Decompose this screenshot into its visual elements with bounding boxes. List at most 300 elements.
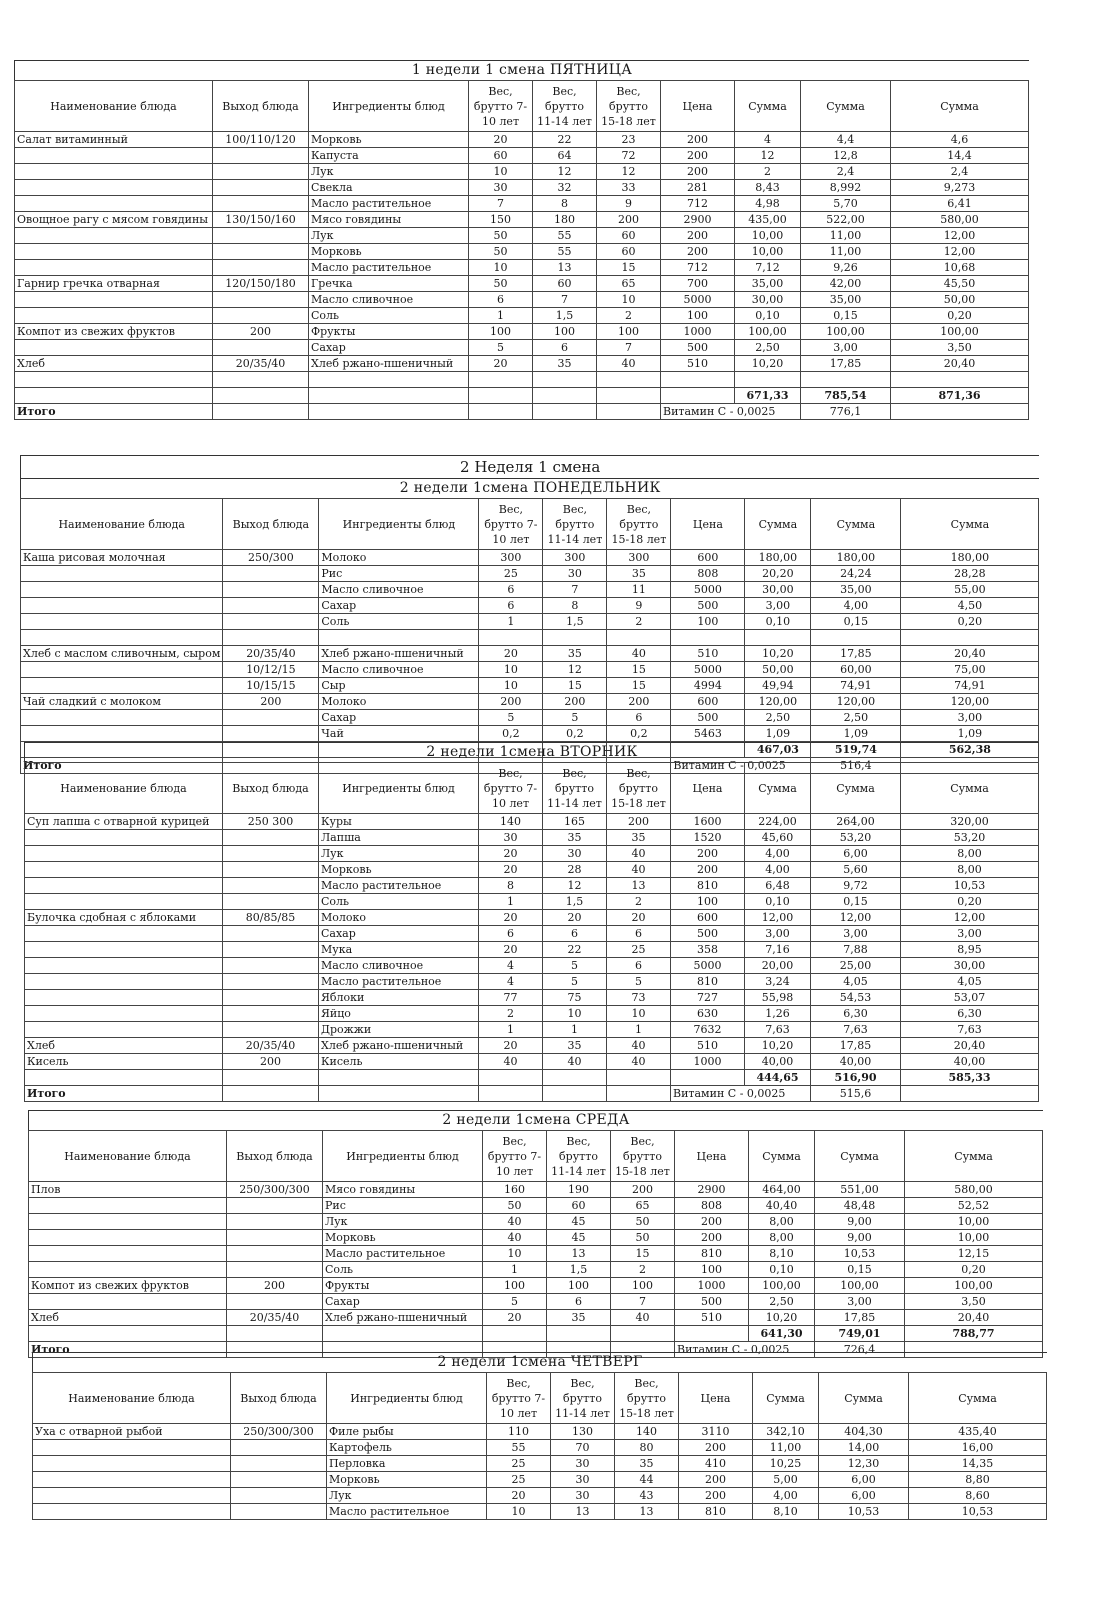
- sum-7-10-cell: 7,12: [735, 260, 801, 276]
- sum-15-18-cell: 12,00: [891, 228, 1029, 244]
- yield-cell: [213, 260, 309, 276]
- yield-cell: 250/300/300: [227, 1182, 323, 1198]
- ingredient-cell: Лук: [309, 228, 469, 244]
- ingredient-cell: Лук: [323, 1214, 483, 1230]
- header-cell-w3: Вес, брутто 15-18 лет: [615, 1373, 679, 1424]
- price-cell: 4994: [671, 678, 745, 694]
- dish-name-cell: [25, 830, 223, 846]
- yield-cell: [223, 710, 319, 726]
- price-cell: 808: [675, 1198, 749, 1214]
- sum-15-18-cell: 75,00: [901, 662, 1039, 678]
- weight-11-14-cell: 100: [547, 1278, 611, 1294]
- weight-11-14-cell: 22: [543, 942, 607, 958]
- price-cell: 510: [671, 1038, 745, 1054]
- header-cell-sum2: Сумма: [815, 1131, 905, 1182]
- weight-15-18-cell: 40: [607, 646, 671, 662]
- table-row: [15, 212, 1029, 228]
- price-cell: [661, 372, 735, 388]
- header-cell-yield: Выход блюда: [223, 763, 319, 814]
- weight-11-14-cell: 20: [543, 910, 607, 926]
- sum-11-14-cell: 53,20: [811, 830, 901, 846]
- sum-7-10-cell: 2,50: [735, 340, 801, 356]
- weight-15-18-cell: 2: [611, 1262, 675, 1278]
- totals-row: [15, 388, 1029, 404]
- price-cell: 200: [675, 1230, 749, 1246]
- header-cell-sum3: Сумма: [909, 1373, 1047, 1424]
- menu-section: [24, 742, 1039, 1102]
- sum-11-14-cell: 60,00: [811, 662, 901, 678]
- sum-11-14-cell: 0,15: [815, 1262, 905, 1278]
- table-row: [21, 646, 1039, 662]
- ingredient-cell: Масло сливочное: [319, 662, 479, 678]
- yield-cell: [213, 228, 309, 244]
- weight-15-18-cell: 7: [611, 1294, 675, 1310]
- weight-7-10-cell: 5: [483, 1294, 547, 1310]
- weight-7-10-cell: 20: [479, 942, 543, 958]
- sum-7-10-cell: 4,98: [735, 196, 801, 212]
- weight-15-18-cell: 80: [615, 1440, 679, 1456]
- sum-15-18-cell: 0,20: [901, 894, 1039, 910]
- weight-15-18-cell: 6: [607, 926, 671, 942]
- total-label: Итого: [25, 1086, 223, 1102]
- table-row: [33, 1456, 1047, 1472]
- header-cell-w2: Вес, брутто 11-14 лет: [543, 499, 607, 550]
- sum-15-18-cell: 100,00: [905, 1278, 1043, 1294]
- total-sum-cell: 641,30: [749, 1326, 815, 1342]
- table-row: [33, 1488, 1047, 1504]
- weight-7-10-cell: 10: [469, 260, 533, 276]
- yield-cell: [227, 1294, 323, 1310]
- ingredient-cell: Молоко: [319, 694, 479, 710]
- table-row: [21, 630, 1039, 646]
- weight-11-14-cell: 7: [543, 582, 607, 598]
- price-cell: 200: [661, 228, 735, 244]
- week-title: 2 Неделя 1 смена: [20, 455, 1039, 478]
- sum-15-18-cell: 50,00: [891, 292, 1029, 308]
- sum-7-10-cell: 12,00: [745, 910, 811, 926]
- yield-cell: [213, 308, 309, 324]
- price-cell: 500: [675, 1294, 749, 1310]
- price-cell: 630: [671, 1006, 745, 1022]
- ingredient-cell: Масло сливочное: [319, 958, 479, 974]
- weight-15-18-cell: 15: [607, 678, 671, 694]
- header-cell-sum1: Сумма: [735, 81, 801, 132]
- price-cell: 200: [679, 1488, 753, 1504]
- yield-cell: [227, 1246, 323, 1262]
- ingredient-cell: Чай: [319, 726, 479, 742]
- sum-15-18-cell: 12,00: [901, 910, 1039, 926]
- weight-7-10-cell: 2: [479, 1006, 543, 1022]
- weight-15-18-cell: 0,2: [607, 726, 671, 742]
- table-row: [21, 726, 1039, 742]
- yield-cell: [227, 1230, 323, 1246]
- sum-11-14-cell: 40,00: [811, 1054, 901, 1070]
- weight-7-10-cell: 60: [469, 148, 533, 164]
- table-row: [25, 1054, 1039, 1070]
- price-cell: 5000: [661, 292, 735, 308]
- price-cell: 410: [679, 1456, 753, 1472]
- weight-7-10-cell: 4: [479, 958, 543, 974]
- sum-15-18-cell: 320,00: [901, 814, 1039, 830]
- dish-name-cell: Хлеб с маслом сливочным, сыром: [21, 646, 223, 662]
- sum-15-18-cell: 12,15: [905, 1246, 1043, 1262]
- weight-7-10-cell: 6: [479, 598, 543, 614]
- dish-name-cell: [15, 148, 213, 164]
- weight-7-10-cell: 5: [479, 710, 543, 726]
- sum-15-18-cell: 435,40: [909, 1424, 1047, 1440]
- dish-name-cell: [21, 630, 223, 646]
- ingredient-cell: Кисель: [319, 1054, 479, 1070]
- ingredient-cell: Хлеб ржано-пшеничный: [319, 646, 479, 662]
- yield-cell: [223, 566, 319, 582]
- weight-7-10-cell: 6: [479, 582, 543, 598]
- dish-name-cell: [29, 1262, 227, 1278]
- header-cell-sum2: Сумма: [811, 499, 901, 550]
- sum-15-18-cell: 30,00: [901, 958, 1039, 974]
- weight-11-14-cell: 30: [551, 1472, 615, 1488]
- sum-15-18-cell: 20,40: [905, 1310, 1043, 1326]
- sum-15-18-cell: 8,80: [909, 1472, 1047, 1488]
- weight-15-18-cell: 40: [611, 1310, 675, 1326]
- dish-name-cell: [25, 894, 223, 910]
- header-cell-w2: Вес, брутто 11-14 лет: [547, 1131, 611, 1182]
- price-cell: 712: [661, 260, 735, 276]
- weight-11-14-cell: 45: [547, 1214, 611, 1230]
- weight-11-14-cell: 40: [543, 1054, 607, 1070]
- ingredient-cell: Соль: [309, 308, 469, 324]
- yield-cell: 200: [213, 324, 309, 340]
- yield-cell: [223, 846, 319, 862]
- dish-name-cell: [25, 878, 223, 894]
- dish-name-cell: Уха с отварной рыбой: [33, 1424, 231, 1440]
- sum-7-10-cell: 8,00: [749, 1230, 815, 1246]
- weight-15-18-cell: 40: [607, 1038, 671, 1054]
- sum-15-18-cell: 53,07: [901, 990, 1039, 1006]
- empty-cell: [309, 404, 469, 420]
- price-cell: 100: [671, 894, 745, 910]
- table-row: [21, 662, 1039, 678]
- ingredient-cell: Мясо говядины: [309, 212, 469, 228]
- header-cell-w1: Вес, брутто 7-10 лет: [479, 499, 543, 550]
- weight-15-18-cell: 40: [597, 356, 661, 372]
- weight-7-10-cell: 150: [469, 212, 533, 228]
- weight-15-18-cell: 1: [607, 1022, 671, 1038]
- price-cell: 1000: [661, 324, 735, 340]
- weight-11-14-cell: 35: [547, 1310, 611, 1326]
- sum-7-10-cell: 20,00: [745, 958, 811, 974]
- sum-15-18-cell: 6,30: [901, 1006, 1039, 1022]
- header-cell-price: Цена: [671, 499, 745, 550]
- empty-cell: [661, 388, 735, 404]
- price-cell: 281: [661, 180, 735, 196]
- dish-name-cell: [15, 164, 213, 180]
- sum-11-14-cell: 2,4: [801, 164, 891, 180]
- sum-7-10-cell: 342,10: [753, 1424, 819, 1440]
- yield-cell: [223, 942, 319, 958]
- vitamin-value: 516,4: [811, 758, 901, 774]
- yield-cell: [231, 1472, 327, 1488]
- weight-11-14-cell: 180: [533, 212, 597, 228]
- weight-15-18-cell: 13: [615, 1504, 679, 1520]
- ingredient-cell: Масло растительное: [319, 974, 479, 990]
- header-cell-yield: Выход блюда: [223, 499, 319, 550]
- weight-11-14-cell: 13: [547, 1246, 611, 1262]
- yield-cell: 200: [223, 1054, 319, 1070]
- ingredient-cell: Рис: [323, 1198, 483, 1214]
- menu-section: [28, 1110, 1043, 1358]
- sum-11-14-cell: 48,48: [815, 1198, 905, 1214]
- table-row: [15, 228, 1029, 244]
- header-cell-yield: Выход блюда: [231, 1373, 327, 1424]
- ingredient-cell: [319, 630, 479, 646]
- dish-name-cell: Суп лапша с отварной курицей: [25, 814, 223, 830]
- yield-cell: [231, 1456, 327, 1472]
- weight-7-10-cell: 140: [479, 814, 543, 830]
- weight-15-18-cell: 60: [597, 244, 661, 260]
- empty-cell: [213, 404, 309, 420]
- price-cell: 2900: [675, 1182, 749, 1198]
- price-cell: 510: [661, 356, 735, 372]
- dish-name-cell: [15, 308, 213, 324]
- table-row: [29, 1182, 1043, 1198]
- sum-11-14-cell: 1,09: [811, 726, 901, 742]
- weight-11-14-cell: 6: [547, 1294, 611, 1310]
- total-sum-cell: 562,38: [901, 742, 1039, 758]
- sum-11-14-cell: 54,53: [811, 990, 901, 1006]
- price-cell: 510: [671, 646, 745, 662]
- empty-cell: [533, 388, 597, 404]
- empty-cell: [29, 1326, 227, 1342]
- yield-cell: 20/35/40: [223, 646, 319, 662]
- ingredient-cell: Сахар: [319, 926, 479, 942]
- price-cell: 3110: [679, 1424, 753, 1440]
- total-label: Итого: [21, 758, 223, 774]
- weight-7-10-cell: 10: [469, 164, 533, 180]
- dish-name-cell: [25, 846, 223, 862]
- yield-cell: [213, 244, 309, 260]
- price-cell: 500: [671, 598, 745, 614]
- ingredient-cell: Лук: [327, 1488, 487, 1504]
- sum-11-14-cell: 0,15: [811, 614, 901, 630]
- table-row: [33, 1472, 1047, 1488]
- weight-15-18-cell: 300: [607, 550, 671, 566]
- table-row: [15, 292, 1029, 308]
- weight-7-10-cell: 20: [487, 1488, 551, 1504]
- sum-7-10-cell: 4,00: [745, 862, 811, 878]
- table-row: [15, 276, 1029, 292]
- sum-15-18-cell: 55,00: [901, 582, 1039, 598]
- weight-15-18-cell: 73: [607, 990, 671, 1006]
- sum-7-10-cell: 40,00: [745, 1054, 811, 1070]
- header-row: [33, 1373, 1047, 1424]
- ingredient-cell: Филе рыбы: [327, 1424, 487, 1440]
- header-cell-w1: Вес, брутто 7-10 лет: [469, 81, 533, 132]
- sum-15-18-cell: 9,273: [891, 180, 1029, 196]
- weight-7-10-cell: 20: [483, 1310, 547, 1326]
- sum-11-14-cell: 17,85: [815, 1310, 905, 1326]
- sum-11-14-cell: 180,00: [811, 550, 901, 566]
- table-row: [15, 260, 1029, 276]
- weight-15-18-cell: 23: [597, 132, 661, 148]
- sum-11-14-cell: 4,00: [811, 598, 901, 614]
- sum-11-14-cell: 6,00: [819, 1488, 909, 1504]
- dish-name-cell: [21, 726, 223, 742]
- dish-name-cell: [29, 1198, 227, 1214]
- yield-cell: 20/35/40: [227, 1310, 323, 1326]
- price-cell: 200: [679, 1440, 753, 1456]
- header-row: [15, 81, 1029, 132]
- empty-cell: [319, 1086, 479, 1102]
- header-cell-yield: Выход блюда: [227, 1131, 323, 1182]
- yield-cell: [231, 1440, 327, 1456]
- weight-7-10-cell: 20: [479, 646, 543, 662]
- header-cell-sum1: Сумма: [749, 1131, 815, 1182]
- sum-11-14-cell: 100,00: [815, 1278, 905, 1294]
- sum-11-14-cell: 7,63: [811, 1022, 901, 1038]
- table-row: [15, 356, 1029, 372]
- weight-15-18-cell: 15: [611, 1246, 675, 1262]
- sum-11-14-cell: 6,00: [819, 1472, 909, 1488]
- table-row: [25, 846, 1039, 862]
- sum-7-10-cell: 49,94: [745, 678, 811, 694]
- sum-7-10-cell: 11,00: [753, 1440, 819, 1456]
- table-row: [25, 942, 1039, 958]
- sum-15-18-cell: 3,50: [905, 1294, 1043, 1310]
- empty-cell: [607, 1086, 671, 1102]
- empty-cell: [15, 388, 213, 404]
- weight-7-10-cell: 25: [487, 1472, 551, 1488]
- sum-7-10-cell: 4: [735, 132, 801, 148]
- sum-7-10-cell: 3,00: [745, 926, 811, 942]
- weight-15-18-cell: 35: [607, 566, 671, 582]
- weight-15-18-cell: 6: [607, 710, 671, 726]
- header-cell-price: Цена: [661, 81, 735, 132]
- weight-7-10-cell: 20: [479, 1038, 543, 1054]
- sum-7-10-cell: 8,00: [749, 1214, 815, 1230]
- table-row: [33, 1424, 1047, 1440]
- table-row: [25, 990, 1039, 1006]
- price-cell: 1000: [671, 1054, 745, 1070]
- table-row: [15, 244, 1029, 260]
- weight-11-14-cell: 22: [533, 132, 597, 148]
- sum-11-14-cell: 9,00: [815, 1214, 905, 1230]
- header-cell-price: Цена: [675, 1131, 749, 1182]
- dish-name-cell: [25, 958, 223, 974]
- yield-cell: [223, 582, 319, 598]
- yield-cell: 200: [227, 1278, 323, 1294]
- header-cell-ing: Ингредиенты блюд: [323, 1131, 483, 1182]
- dish-name-cell: [21, 710, 223, 726]
- yield-cell: 20/35/40: [213, 356, 309, 372]
- weight-11-14-cell: 13: [533, 260, 597, 276]
- sum-15-18-cell: 3,00: [901, 710, 1039, 726]
- table-row: [25, 926, 1039, 942]
- sum-11-14-cell: 42,00: [801, 276, 891, 292]
- empty-cell: [901, 1086, 1039, 1102]
- section-title: 2 недели 1смена ПОНЕДЕЛЬНИК: [20, 478, 1039, 498]
- vitamin-row: [15, 404, 1029, 420]
- weight-15-18-cell: 65: [597, 276, 661, 292]
- table-row: [15, 180, 1029, 196]
- sum-7-10-cell: 2,50: [749, 1294, 815, 1310]
- dish-name-cell: [25, 1006, 223, 1022]
- sum-15-18-cell: 580,00: [891, 212, 1029, 228]
- sum-15-18-cell: 0,20: [891, 308, 1029, 324]
- ingredient-cell: Масло растительное: [327, 1504, 487, 1520]
- sum-7-10-cell: 10,20: [735, 356, 801, 372]
- sum-11-14-cell: 17,85: [801, 356, 891, 372]
- sum-15-18-cell: 100,00: [891, 324, 1029, 340]
- sum-11-14-cell: 0,15: [801, 308, 891, 324]
- price-cell: 5463: [671, 726, 745, 742]
- empty-cell: [319, 1070, 479, 1086]
- table-row: [21, 678, 1039, 694]
- dish-name-cell: [33, 1504, 231, 1520]
- sum-11-14-cell: 3,00: [815, 1294, 905, 1310]
- dish-name-cell: Хлеб: [15, 356, 213, 372]
- weight-15-18-cell: 15: [607, 662, 671, 678]
- price-cell: 1000: [675, 1278, 749, 1294]
- header-row: [25, 763, 1039, 814]
- weight-15-18-cell: 20: [607, 910, 671, 926]
- table-row: [29, 1294, 1043, 1310]
- weight-11-14-cell: 165: [543, 814, 607, 830]
- sum-15-18-cell: 8,60: [909, 1488, 1047, 1504]
- header-cell-yield: Выход блюда: [213, 81, 309, 132]
- empty-cell: [323, 1326, 483, 1342]
- dish-name-cell: [15, 244, 213, 260]
- weight-11-14-cell: 5: [543, 974, 607, 990]
- table-row: [25, 862, 1039, 878]
- weight-11-14-cell: [543, 630, 607, 646]
- weight-15-18-cell: 25: [607, 942, 671, 958]
- sum-15-18-cell: 7,63: [901, 1022, 1039, 1038]
- dish-name-cell: Гарнир гречка отварная: [15, 276, 213, 292]
- yield-cell: [223, 598, 319, 614]
- ingredient-cell: Куры: [319, 814, 479, 830]
- price-cell: 200: [661, 164, 735, 180]
- yield-cell: [223, 878, 319, 894]
- weight-11-14-cell: 35: [543, 1038, 607, 1054]
- header-cell-ing: Ингредиенты блюд: [319, 499, 479, 550]
- sum-15-18-cell: 3,50: [891, 340, 1029, 356]
- price-cell: 600: [671, 550, 745, 566]
- weight-15-18-cell: 9: [607, 598, 671, 614]
- sum-7-10-cell: 45,60: [745, 830, 811, 846]
- total-sum-cell: 585,33: [901, 1070, 1039, 1086]
- dish-name-cell: [15, 292, 213, 308]
- sum-7-10-cell: 30,00: [745, 582, 811, 598]
- empty-cell: [309, 388, 469, 404]
- sum-7-10-cell: 55,98: [745, 990, 811, 1006]
- sum-11-14-cell: 3,00: [801, 340, 891, 356]
- dish-name-cell: Овощное рагу с мясом говядины: [15, 212, 213, 228]
- price-cell: 1600: [671, 814, 745, 830]
- weight-7-10-cell: 100: [469, 324, 533, 340]
- sum-11-14-cell: 4,05: [811, 974, 901, 990]
- dish-name-cell: [29, 1214, 227, 1230]
- vitamin-label: Витамин С - 0,0025: [675, 1342, 815, 1358]
- header-cell-ing: Ингредиенты блюд: [309, 81, 469, 132]
- empty-cell: [223, 1086, 319, 1102]
- ingredient-cell: Капуста: [309, 148, 469, 164]
- section-title: 2 недели 1смена СРЕДА: [28, 1110, 1043, 1130]
- table-row: [15, 196, 1029, 212]
- header-cell-w3: Вес, брутто 15-18 лет: [597, 81, 661, 132]
- dish-name-cell: [15, 340, 213, 356]
- sum-7-10-cell: 1,09: [745, 726, 811, 742]
- sum-7-10-cell: 10,20: [749, 1310, 815, 1326]
